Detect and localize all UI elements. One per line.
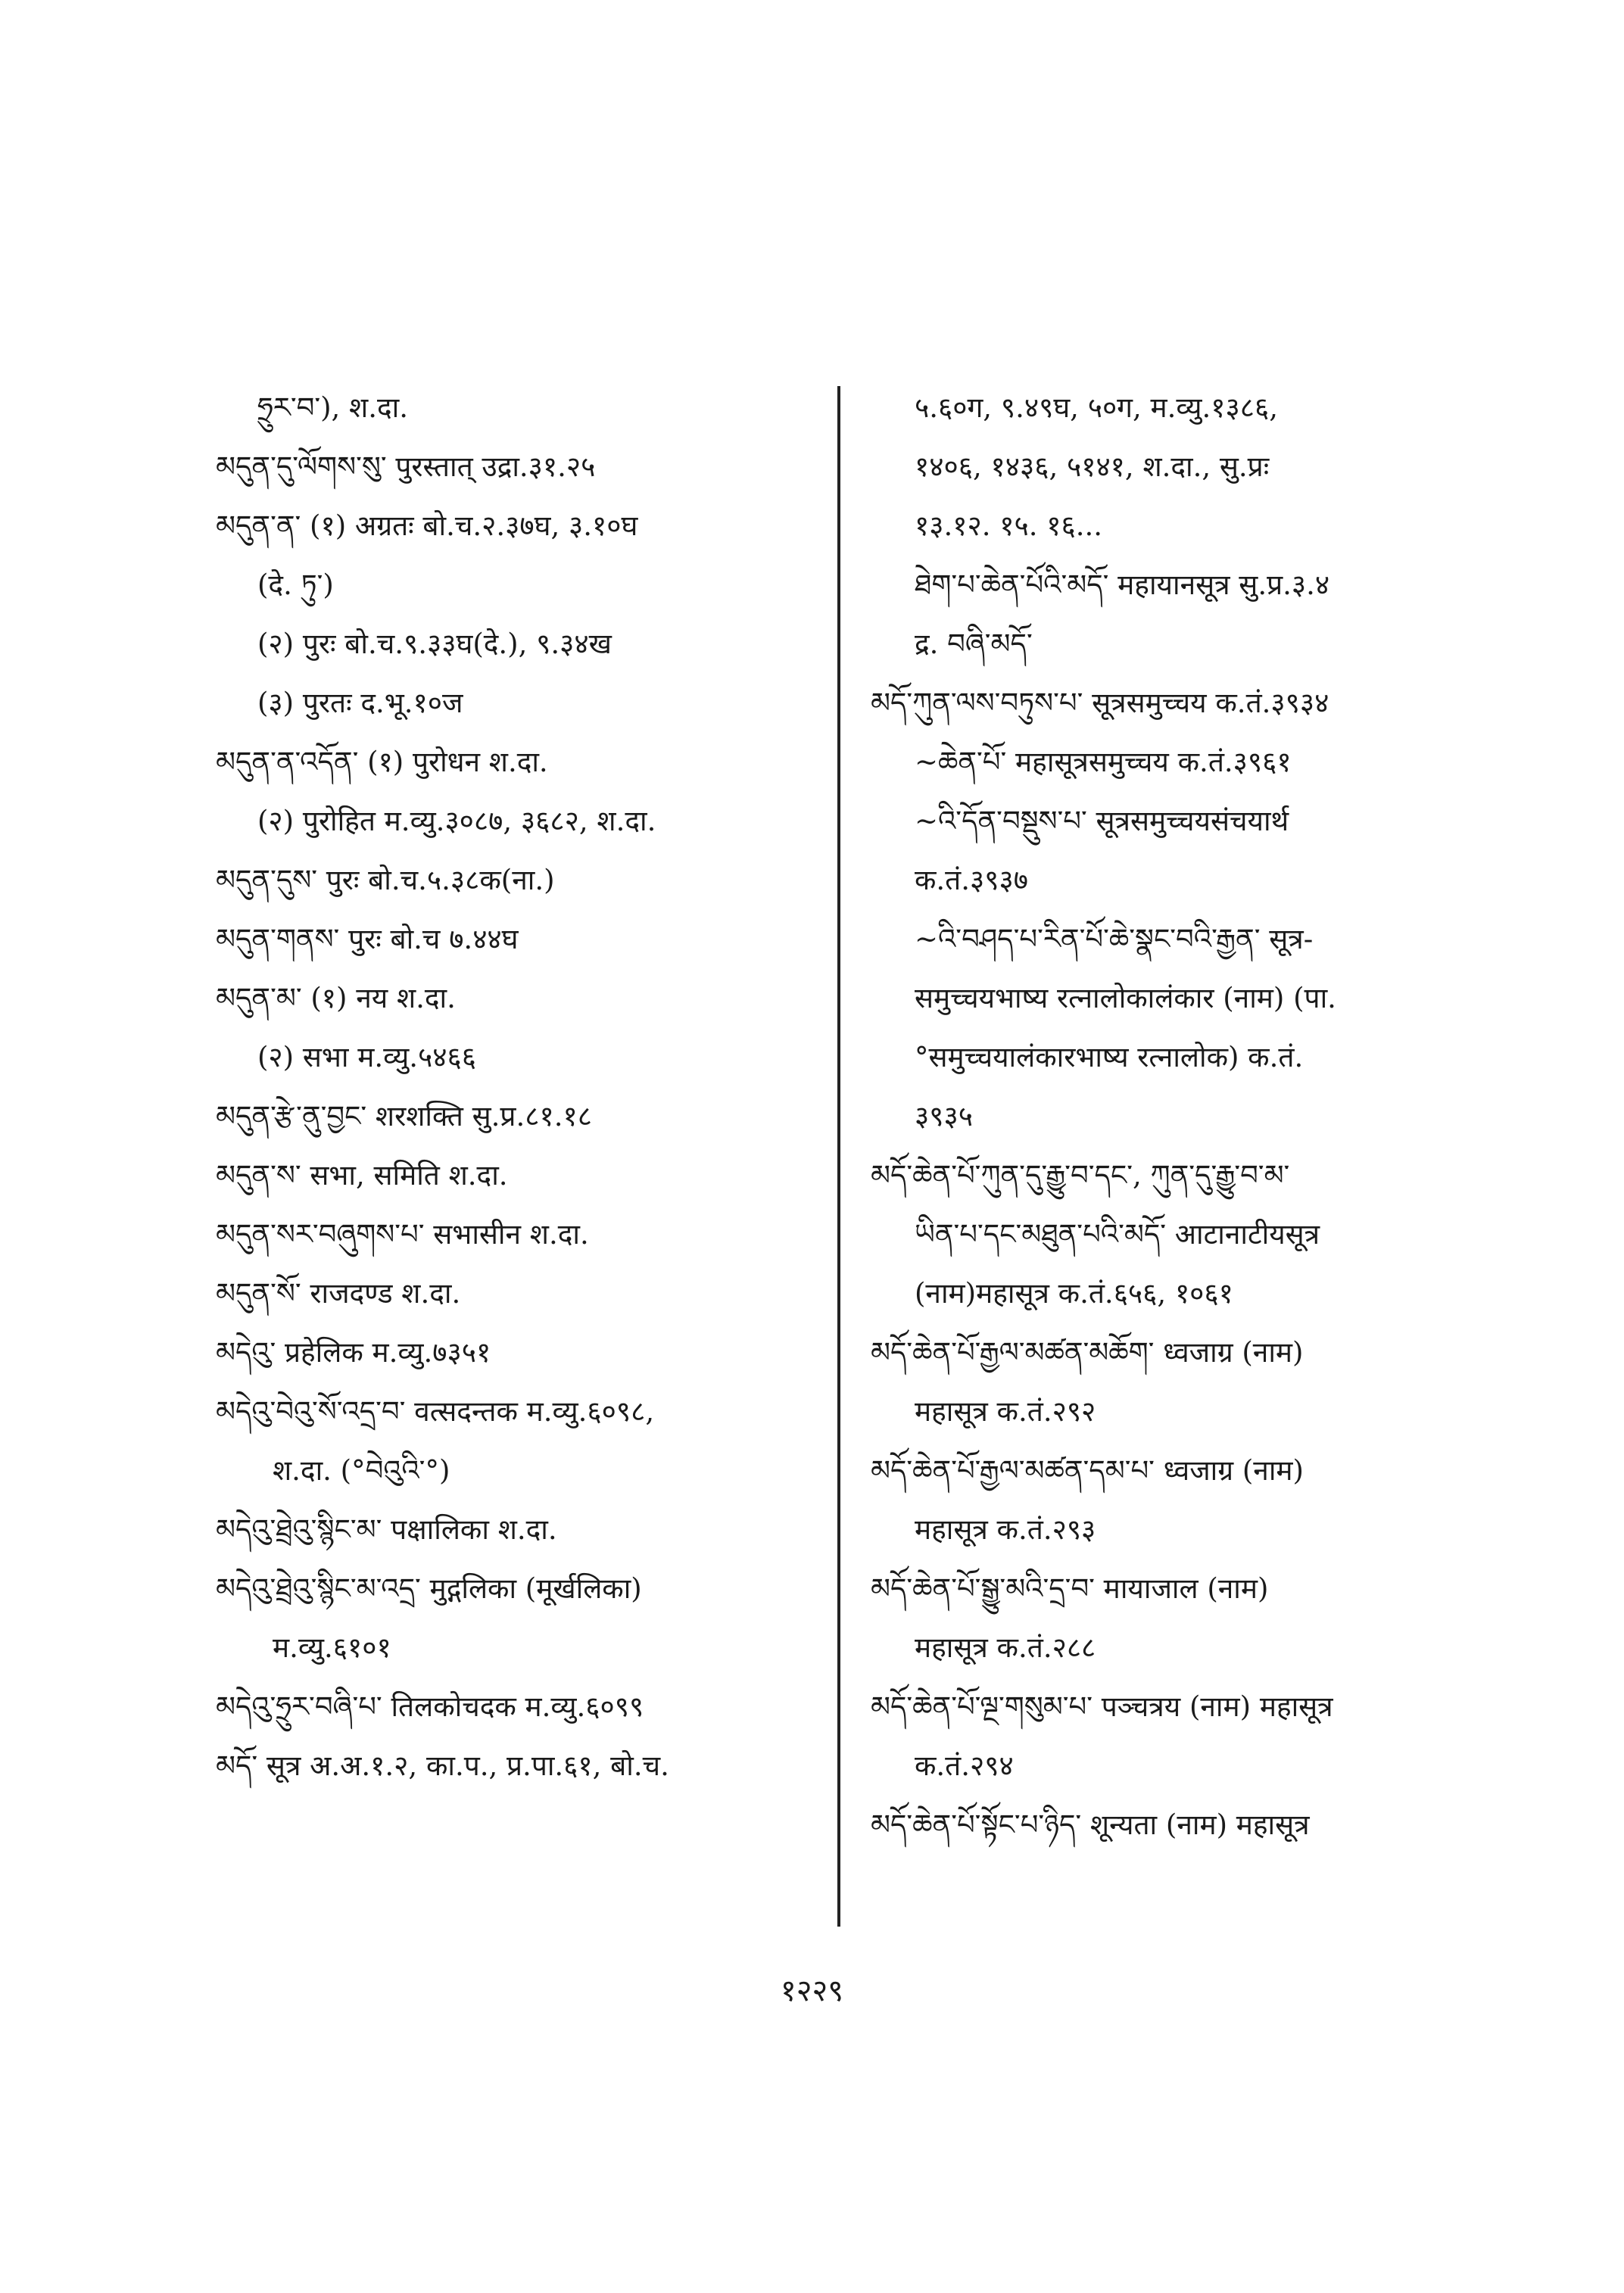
entry-line: མདོ་ཆེན་པོ་ཀུན་དུ་རྒྱུ་བ་དང་, ཀུན་དུ་རྒྱུ་བ་མ་ [871, 1159, 1290, 1192]
entry-line: མདེའུ་བེའུ་སོ་འདྲ་བ་ वत्सदन्तक म.व्यु.६०९८, [216, 1395, 655, 1428]
entry-line: ~ཆེན་པོ་ महासूत्रसमुच्चय क.तं.३९६१ [915, 746, 1292, 778]
entry-line: श.दा. (°བེའུའི་°) [273, 1454, 450, 1487]
entry-line: °समुच्चयालंकारभाष्य रत्नालोक) क.तं. [915, 1041, 1304, 1073]
entry-line: १३.१२. १५. १६... [915, 509, 1103, 542]
entry-line: द्र. བཞི་མདོ་ [915, 628, 1033, 660]
right-column [871, 379, 1476, 1855]
entry-line: མདོ་ཆེན་པོ་རྒྱལ་མཚན་དམ་པ་ ध्वजाग्र (नाम) [871, 1454, 1304, 1487]
entry-line: མདེའུ་ཐྲེའུ་སྙིང་མ་ पक्षालिका श.दा. [216, 1513, 557, 1546]
entry-line: (नाम)महासूत्र क.तं.६५६, १०६१ [915, 1277, 1233, 1310]
entry-line: མདུན་ས་ सभा, समिति श.दा. [216, 1159, 508, 1192]
entry-line: མདོ་ཆེན་པོ་ལྔ་གསུམ་པ་ पञ्चत्रय (नाम) महासूत्र [871, 1690, 1333, 1723]
entry-line: ཧྲུར་བ་), श.दा. [257, 391, 408, 424]
entry-line: མདུན་དུས་ पुरः बो.च.५.३८क(ना.) [216, 864, 555, 896]
entry-line: महासूत्र क.तं.२९३ [915, 1513, 1096, 1546]
entry-line: མདུན་ན་ (१) अग्रतः बो.च.२.३७घ, ३.१०घ [216, 509, 638, 542]
entry-line: (३) पुरतः द.भू.१०ज [257, 687, 463, 719]
entry-line: མདོ་ सूत्र अ.अ.१.२, का.प., प्र.पा.६१, बो.च. [216, 1749, 669, 1782]
entry-line: མདུན་སར་བཞུགས་པ་ सभासीन श.दा. [216, 1218, 589, 1251]
entry-line: (२) पुरोहित म.व्यु.३०८७, ३६८२, श.दा. [257, 805, 656, 837]
entry-line: क.तं.३९३७ [915, 864, 1028, 896]
entry-line: ~འི་དོན་བསྡུས་པ་ सूत्रसमुच्चयसंचयार्थ [915, 805, 1289, 837]
entry-line: མདོ་ཆེན་པོ་སྟོང་པ་ཉིད་ शून्यता (नाम) महासूत्र [871, 1809, 1310, 1841]
entry-line: ཡིན་པ་དང་མཐུན་པའི་མདོ་ आटानाटीयसूत्र [915, 1218, 1320, 1251]
entry-line: མདུན་དུ་ལོགས་སུ་ पुरस्तात् उद्रा.३१.२५ [216, 450, 596, 483]
entry-line: ५.६०ग, ९.४९घ, ५०ग, म.व्यु.१३८६, [915, 391, 1279, 424]
page-number: १२२९ [780, 1974, 844, 2008]
entry-line: མདོ་ཆེན་པོ་རྒྱལ་མཚན་མཆོག་ ध्वजाग्र (नाम) [871, 1336, 1304, 1369]
entry-line: མདེའུ་ཐྲེའུ་སྙིང་མ་འདྲ་ मुद्गलिका (मूर्खलिका) [216, 1572, 642, 1605]
left-column [216, 379, 818, 1796]
entry-line: महासूत्र क.तं.२९२ [915, 1395, 1096, 1428]
entry-line: ཐེག་པ་ཆེན་པོའི་མདོ་ महायानसूत्र सु.प्र.३.४ [915, 569, 1330, 601]
column-divider [837, 386, 840, 1927]
entry-line: མདོ་ཀུན་ལས་བཏུས་པ་ सूत्रसमुच्चय क.तं.३९३४ [871, 687, 1329, 719]
entry-line: མདུན་གནས་ पुरः बो.च ७.४४घ [216, 923, 519, 955]
entry-line: ~འི་བཤད་པ་རིན་པོ་ཆེ་སྣང་བའི་རྒྱན་ सूत्र- [915, 923, 1314, 955]
entry-line: མདེའུ་ प्रहेलिक म.व्यु.७३५१ [216, 1336, 491, 1369]
entry-line: (२) सभा म.व्यु.५४६६ [257, 1041, 476, 1073]
entry-line: १४०६, १४३६, ५१४१, श.दा., सु.प्रः [915, 450, 1270, 483]
entry-line: म.व्यु.६१०१ [273, 1631, 391, 1664]
entry-line: མདེའུ་ཧྲུར་བཞི་པ་ तिलकोचदक म.व्यु.६०९९ [216, 1690, 644, 1723]
entry-line: ३९३५ [915, 1100, 973, 1132]
entry-line: མདུན་མ་ (१) नय श.दा. [216, 982, 456, 1014]
entry-line: (२) पुरः बो.च.९.३३घ(दे.), ९.३४ख [257, 628, 612, 660]
entry-line: མདུན་ན་འདོན་ (१) पुरोधन श.दा. [216, 746, 548, 778]
entry-line: མདུན་རྩེ་ནུ་བྱང་ शरशक्ति सु.प्र.८१.१८ [216, 1100, 592, 1132]
entry-line: समुच्चयभाष्य रत्नालोकालंकार (नाम) (पा. [915, 982, 1336, 1014]
entry-line: महासूत्र क.तं.२८८ [915, 1631, 1096, 1664]
entry-line: མདོ་ཆེན་པོ་སྒྱུ་མའི་དྲ་བ་ मायाजाल (नाम) [871, 1572, 1269, 1605]
entry-line: क.तं.२९४ [915, 1749, 1014, 1782]
entry-line: (दे. ཏུ་) [257, 569, 334, 601]
entry-line: མདུན་སོ་ राजदण्ड श.दा. [216, 1277, 461, 1310]
